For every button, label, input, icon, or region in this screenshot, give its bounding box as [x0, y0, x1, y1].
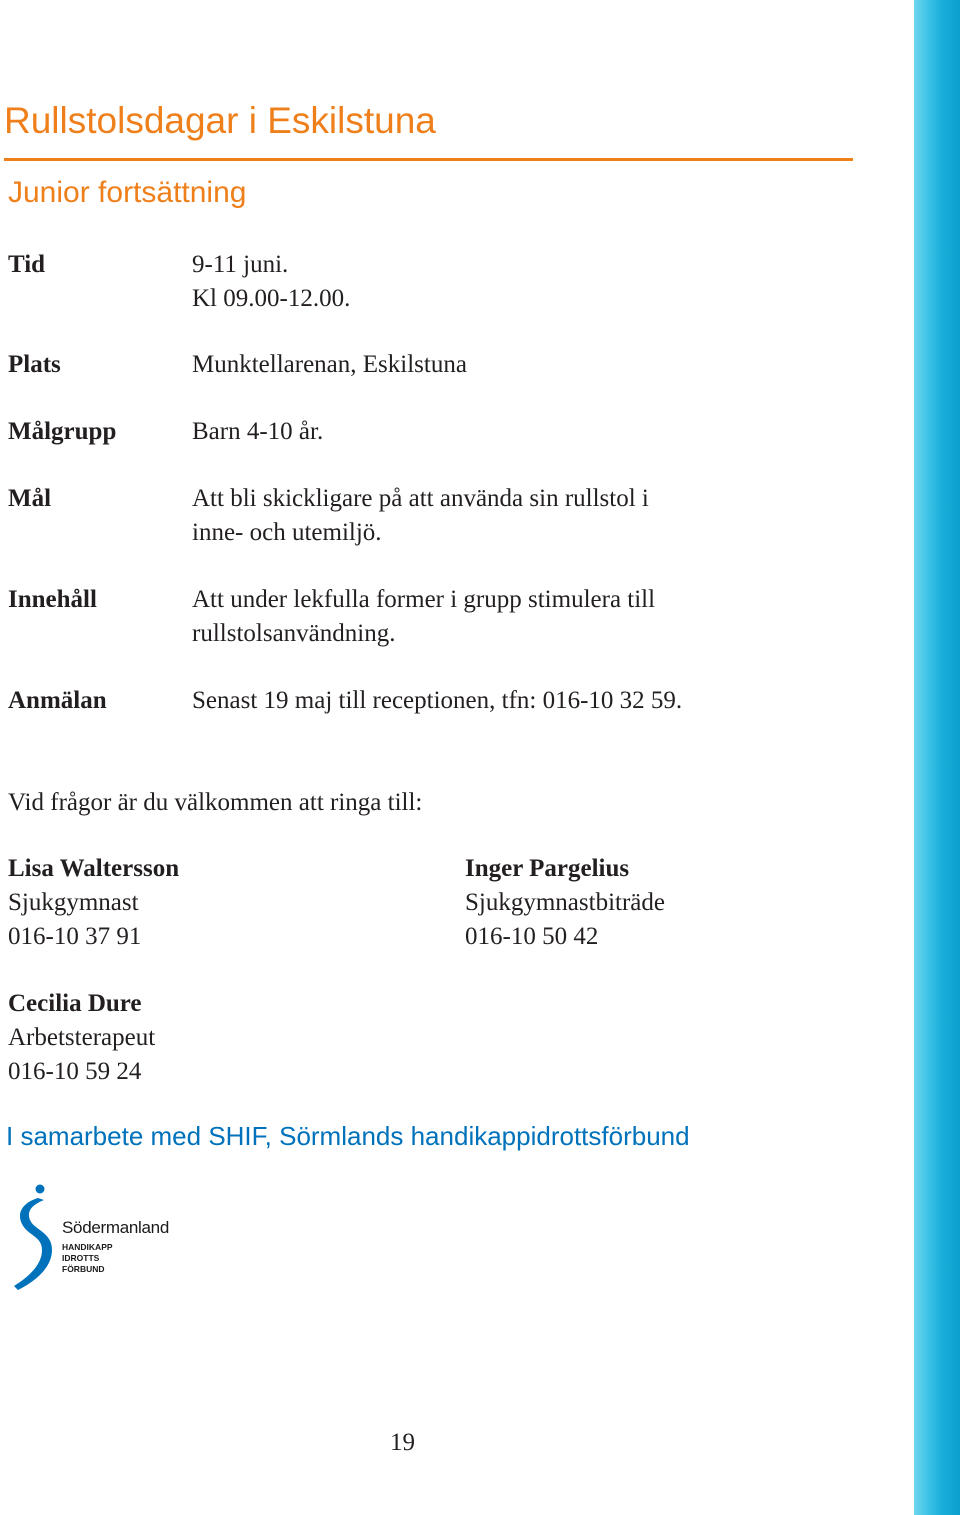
anmalan-label: Anmälan: [8, 687, 107, 714]
plats-label: Plats: [8, 351, 61, 378]
tid-value-time: Kl 09.00-12.00.: [192, 285, 351, 312]
logo-line: FÖRBUND: [62, 1264, 105, 1274]
contact-name: Inger Pargelius: [465, 855, 630, 882]
logo-name: Södermanland: [62, 1218, 169, 1237]
title-divider: [4, 158, 853, 161]
anmalan-value: Senast 19 maj till receptionen, tfn: 016-10 32 59.: [192, 687, 683, 714]
collaboration-note: I samarbete med SHIF, Sörmlands handikappidrottsförbund: [6, 1121, 690, 1151]
contact-role: Sjukgymnastbiträde: [465, 889, 665, 916]
innehall-label: Innehåll: [8, 586, 97, 613]
mal-value-line1: Att bli skickligare på att använda sin rullstol i: [192, 485, 649, 512]
contact-phone: 016-10 37 91: [8, 923, 142, 950]
contact-phone: 016-10 59 24: [8, 1058, 142, 1085]
tid-label: Tid: [8, 251, 46, 278]
plats-value: Munktellarenan, Eskilstuna: [192, 351, 467, 378]
innehall-value-line1: Att under lekfulla former i grupp stimulera till: [192, 586, 656, 613]
sodermanland-logo: [8, 1184, 178, 1294]
malgrupp-label: Målgrupp: [8, 418, 117, 445]
side-stripe: [914, 0, 960, 1515]
wheelchair-athlete-logo-icon: [8, 1184, 60, 1294]
mal-label: Mål: [8, 485, 52, 512]
contact-role: Arbetsterapeut: [8, 1024, 156, 1051]
contact-name: Lisa Waltersson: [8, 855, 180, 882]
innehall-value-line2: rullstolsanvändning.: [192, 620, 396, 647]
logo-line: HANDIKAPP: [62, 1242, 113, 1252]
contact-role: Sjukgymnast: [8, 889, 139, 916]
malgrupp-value: Barn 4-10 år.: [192, 418, 324, 445]
contact-intro: Vid frågor är du välkommen att ringa till:: [8, 789, 423, 816]
contact-phone: 016-10 50 42: [465, 923, 599, 950]
logo-line: IDROTTS: [62, 1253, 100, 1263]
page-number: 19: [390, 1429, 415, 1456]
contact-name: Cecilia Dure: [8, 990, 142, 1017]
tid-value-date: 9-11 juni.: [192, 251, 289, 278]
page-subtitle: Junior fortsättning: [8, 176, 247, 209]
page-title: Rullstolsdagar i Eskilstuna: [4, 100, 436, 141]
mal-value-line2: inne- och utemiljö.: [192, 519, 382, 546]
